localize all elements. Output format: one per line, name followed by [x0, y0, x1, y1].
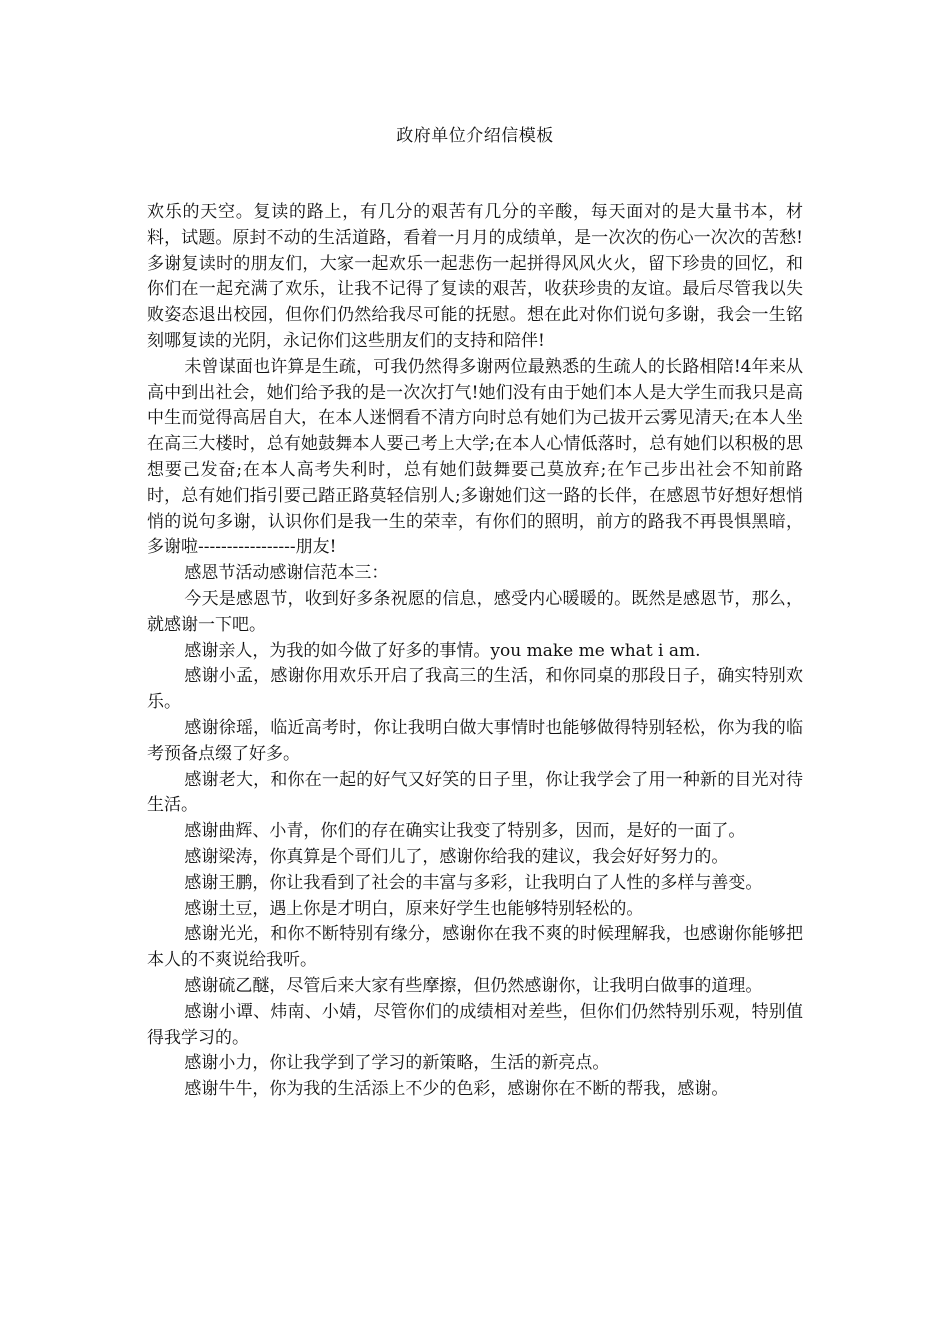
document-paragraph: 感谢老大，和你在一起的好气又好笑的日子里，你让我学会了用一种新的目光对待生活。 [147, 769, 803, 816]
document-title: 政府单位介绍信模板 [396, 126, 554, 146]
document-paragraph: 感谢曲辉、小青，你们的存在确实让我变了特别多，因而，是好的一面了。 [184, 821, 746, 842]
document-paragraph: 感谢梁涛，你真算是个哥们儿了，感谢你给我的建议，我会好好努力的。 [184, 846, 729, 867]
document-paragraph: 感谢光光，和你不断特别有缘分，感谢你在我不爽的时候理解我，也感谢你能够把本人的不爽说给我听。 [147, 924, 803, 971]
document-paragraph: 感谢硫乙醚，尽管后来大家有些摩擦，但仍然感谢你，让我明白做事的道理。 [184, 975, 763, 996]
document-paragraph: 感恩节活动感谢信范本三： [184, 563, 389, 584]
document-paragraph: 感谢牛牛，你为我的生活添上不少的色彩，感谢你在不断的帮我，感谢。 [184, 1079, 729, 1100]
document-paragraph: 欢乐的天空。复读的路上，有几分的艰苦有几分的辛酸，每天面对的是大量书本，材料，试题。原封不动的生活道路，看着一月月的成绩单，是一次次的伤心一次次的苦愁!多谢复读时的朋友们，大家一起欢乐一起悲伤一起拼得风风火火，留下珍贵的回忆，和你们在一起充满了欢乐，让我不记得了复读的艰苦，收获珍贵的友谊。最后尽管我以失败姿态退出校园，但你们仍然给我尽可能的抚慰。想在此对你们说句多谢，我会一生铭刻哪复读的光阴，永记你们这些朋友们的支持和陪伴! [147, 202, 803, 351]
document-paragraph: 未曾谋面也许算是生疏，可我仍然得多谢两位最熟悉的生疏人的长路相陪!4年来从高中到出社会，她们给予我的是一次次打气!她们没有由于她们本人是大学生而我只是高中生而觉得高居自大，在本人迷惘看不清方向时总有她们为己拔开云雾见清天;在本人坐在高三大楼时，总有她鼓舞本人要己考上大学;在本人心情低落时，总有她们以积极的思想要己发奋;在本人高考失利时，总有她们鼓舞要己莫放弃;在乍己步出社会不知前路时，总有她们指引要己踏正路莫轻信别人;多谢她们这一路的长伴，在感恩节好想好想悄悄的说句多谢，认识你们是我一生的荣幸，有你们的照明，前方的路我不再畏惧黑暗，多谢啦-----------------朋友! [147, 356, 803, 558]
document-paragraph: 感谢亲人，为我的如今做了好多的事情。you make me what i am. [184, 640, 701, 661]
document-paragraph: 今天是感恩节，收到好多条祝愿的信息，感受内心暖暖的。既然是感恩节，那么，就感谢一下吧。 [147, 588, 803, 635]
document-paragraph: 感谢王鹏，你让我看到了社会的丰富与多彩，让我明白了人性的多样与善变。 [184, 872, 763, 893]
document-paragraph: 感谢徐瑶，临近高考时，你让我明白做大事情时也能够做得特别轻松，你为我的临考预备点缀了好多。 [147, 717, 803, 764]
document-body [147, 200, 803, 1103]
document-paragraph: 感谢小谭、炜南、小婧，尽管你们的成绩相对差些，但你们仍然特别乐观，特别值得我学习的。 [147, 1001, 803, 1048]
document-paragraph: 感谢小力，你让我学到了学习的新策略，生活的新亮点。 [184, 1053, 610, 1074]
document-paragraph: 感谢土豆，遇上你是才明白，原来好学生也能够特别轻松的。 [184, 898, 644, 919]
document-paragraph: 感谢小孟，感谢你用欢乐开启了我高三的生活，和你同桌的那段日子，确实特别欢乐。 [147, 666, 803, 713]
